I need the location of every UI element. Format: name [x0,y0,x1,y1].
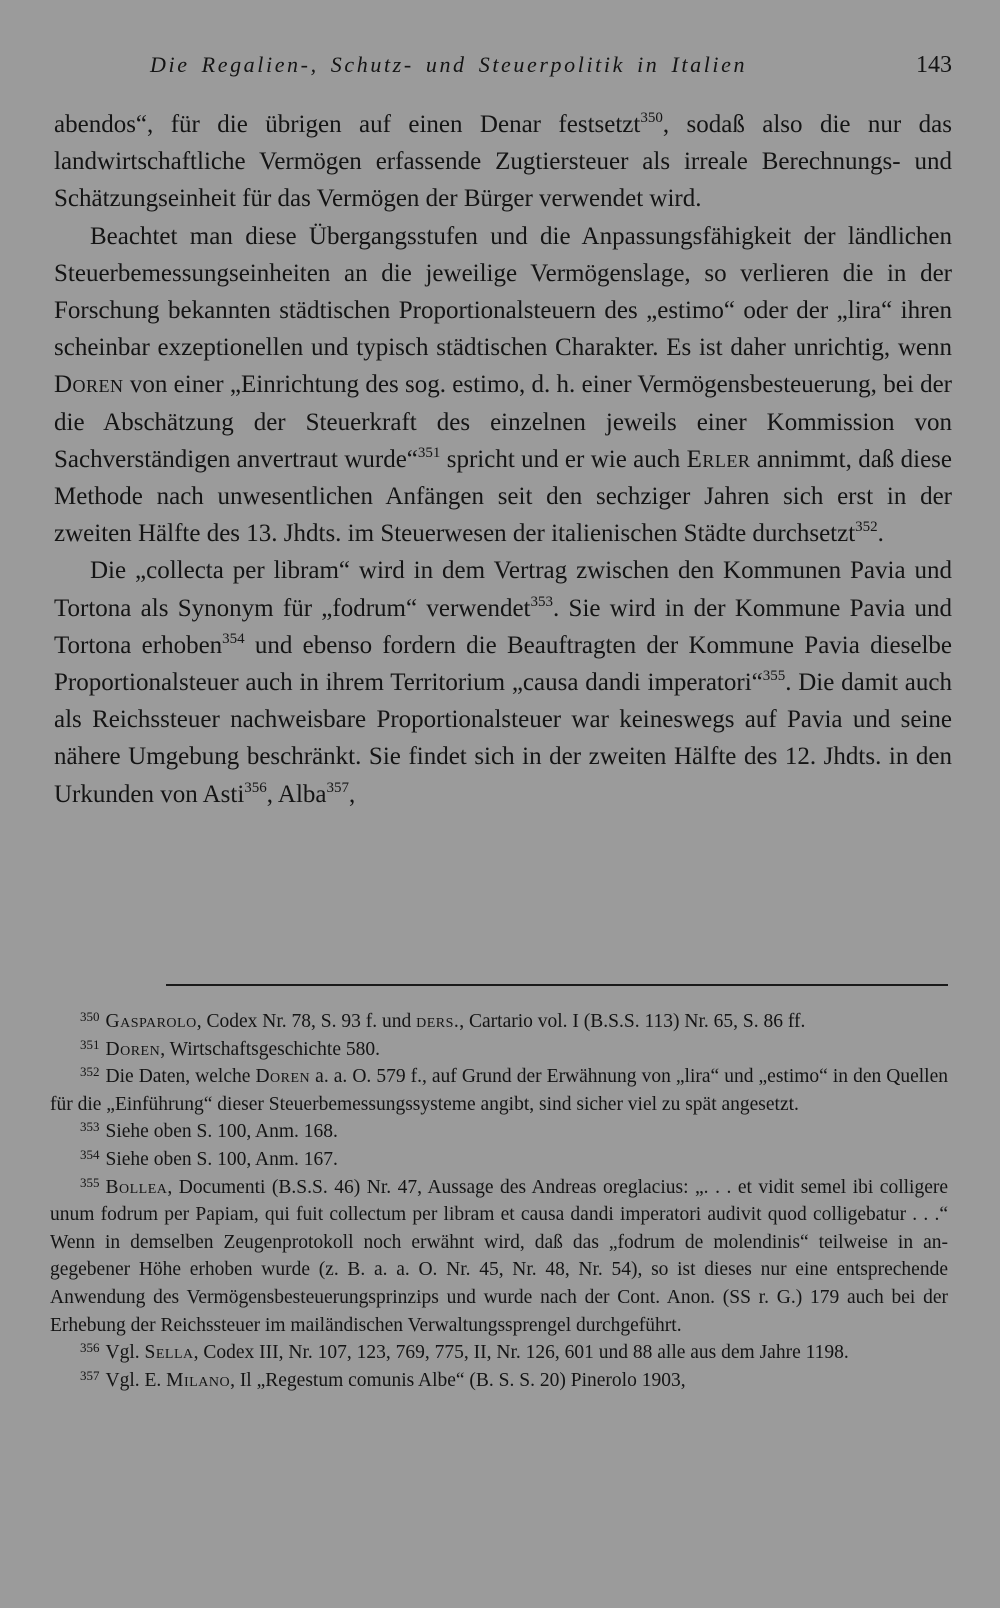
footnote-text: , Documenti (B.S.S. 46) Nr. 47, Aussage des Andreas oreglacius: „. . . et vidit semel ibi colligere unum fodrum per Papiam, qui fuit collectum per libram et causa dandi imperatori audivit quod colligebatur . . .“ Wenn in demselben Zeugenprotokoll noch erwähnt wird, daß das „fodrum de molendinis“ teilweise in angegebener Höhe erhoben wurde (z. B. a. a. O. Nr. 45, Nr. 48, Nr. 54), so ist dieses nur eine entsprechende Anwendung des Vermögensbesteuerungsprinzips und wurde nach der Cont. Anon. (SS r. G.) 179 auch bei der Erhebung der Reichssteuer im mailändischen Verwaltungssprengel durchgeführt. [50,1176,948,1336]
footnote-divider [166,984,948,986]
footnote-number: 357 [80,1367,100,1383]
author-name: Milano [166,1369,231,1391]
page-number: 143 [916,52,952,78]
footnote-text: Vgl. [105,1342,145,1364]
text-run: . [877,520,884,548]
footnote-text: Vgl. E. [105,1369,167,1391]
text-run: . Die damit auch als Reichssteuer nachweisbare Proportionalsteuer war keineswegs auf Pavia und seine nähere Umgebung beschränkt. Sie findet sich in der zweiten Hälfte des 12. Jhdts. in den Urkunden von Asti [54,669,952,808]
body-text [54,106,952,813]
text-run: , [349,780,356,808]
text-run: und ebenso fordern die Beauftragten der Kommune Pavia dieselbe Proportionalsteuer auch in ihrem Territorium „causa dandi imperatori“ [54,631,952,697]
footnote-352 [50,1063,948,1118]
footnote-ref: 356 [244,779,267,796]
footnote-number: 350 [80,1009,100,1024]
paragraph-1 [54,106,952,218]
author-name: Doren [255,1066,311,1088]
text-run: , Alba [266,780,327,808]
footnote-ref: 357 [326,779,349,796]
text-run: . Sie wird in der Kommune Pavia und Tortona erhoben [54,594,952,659]
author-name: Gasparolo [105,1011,197,1032]
footnote-number: 354 [80,1146,100,1162]
footnote-ref: 353 [530,593,553,610]
running-head [50,50,952,84]
footnotes [50,1008,948,1394]
footnote-text: Die Daten, welche [105,1066,256,1088]
footnote-text: , Cartario vol. I (B.S.S. 113) Nr. 65, S. 86 ff. [459,1011,806,1032]
author-name: Bollea [105,1176,168,1198]
text-run: spricht und er wie auch [440,445,687,473]
footnote-number: 356 [80,1340,100,1356]
footnote-351 [50,1036,948,1064]
footnote-ref: 350 [640,110,663,126]
footnote-text: , Codex III, Nr. 107, 123, 769, 775, II, Nr. 126, 601 und 88 alle aus dem Jahre 1198. [193,1342,849,1364]
footnote-text: , Codex Nr. 78, S. 93 f. und [196,1011,417,1032]
footnote-number: 355 [80,1174,100,1190]
author-name: Doren [54,371,124,399]
author-name: Doren [105,1038,161,1060]
footnote-ref: 352 [855,519,878,536]
author-name: ders. [416,1011,460,1032]
text-run: , sodaß also die nur das landwirtschaftliche Vermögen erfassende Zugtiersteuer als irreale Berechnungs- und Schätzungseinheit für das Vermögen der Bürger verwendet wird. [54,111,952,213]
text-run: annimmt, daß diese Methode nach unwesentlichen Anfängen seit den sechziger Jahren sich erst in der zweiten Hälfte des 13. Jhdts. im Steuerwesen der italienischen Städte durchsetzt [54,445,953,548]
footnote-text: Siehe oben S. 100, Anm. 168. [105,1121,338,1143]
footnote-text: Siehe oben S. 100, Anm. 167. [105,1148,338,1170]
footnote-357 [50,1367,948,1395]
running-title: Die Regalien-, Schutz- und Steuerpolitik in Italien [150,52,748,77]
footnote-354 [50,1146,948,1174]
text-run: Beachtet man diese Übergangsstufen und die Anpassungsfähigkeit der ländlichen Steuerbemessungseinheiten an die jeweilige Vermögenslage, so verlieren die in der Forschung bekannten städtischen Proportionalsteuern des „estimo“ oder der „lira“ ihren scheinbar exzeptionellen und typisch städtischen Charakter. Es ist daher unrichtig, wenn [54,222,952,362]
footnote-number: 353 [80,1119,100,1135]
footnote-number: 351 [80,1036,100,1052]
footnote-350 [50,1008,948,1036]
author-name: Erler [686,445,751,473]
footnote-353 [50,1118,948,1146]
paragraph-2 [54,218,952,553]
text-run: von einer „Einrichtung des sog. estimo, d. h. einer Vermögensbesteuerung, bei der die Abschätzung der Steuerkraft des einzelnen jeweils einer Kommission von Sachverständigen anvertraut wurde“ [54,371,952,473]
footnote-number: 352 [80,1064,100,1080]
footnote-ref: 354 [222,630,245,647]
footnote-text: , Il „Regestum comunis Albe“ (B. S. S. 20) Pinerolo 1903, [230,1369,686,1391]
footnote-text: a. a. O. 579 f., auf Grund der Erwähnung von „lira“ und „estimo“ in den Quellen für die „Einführung“ dieser Steuerbemessungssysteme angibt, sind sicher viel zu spät angesetzt. [50,1066,948,1115]
footnote-text: , Wirtschaftsgeschichte 580. [160,1038,380,1060]
footnote-356 [50,1339,948,1367]
paragraph-3 [54,552,952,812]
author-name: Sella [144,1342,194,1364]
footnote-ref: 351 [417,444,441,461]
footnote-ref: 355 [762,668,786,685]
text-run: abendos“, für die übrigen auf einen Denar festsetzt [54,111,641,138]
footnote-355 [50,1174,948,1340]
text-run: Die „collecta per libram“ wird in dem Vertrag zwischen den Kommunen Pavia und Tortona als Synonym für „fodrum“ verwendet [54,557,952,622]
